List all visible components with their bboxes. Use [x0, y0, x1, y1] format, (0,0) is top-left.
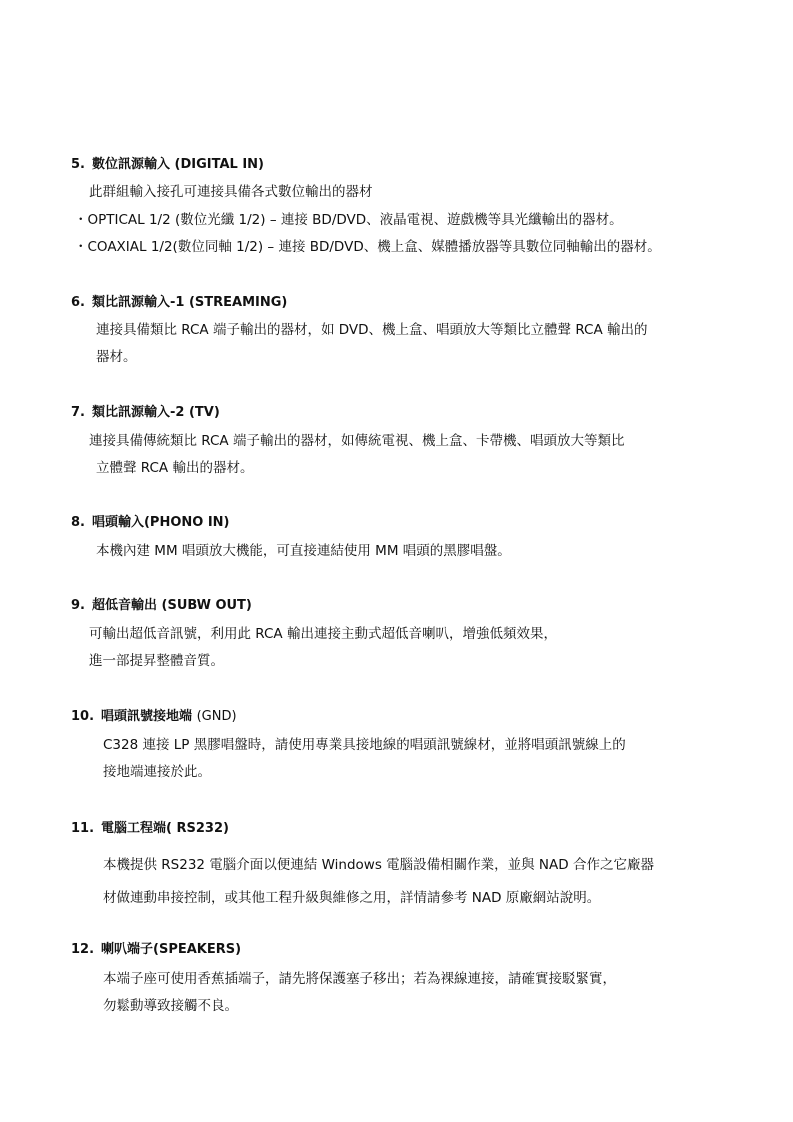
section-text-line: 連接具備傳統類比 RCA 端子輸出的器材，如傳統電視、機上盒、卡帶機、唱頭放大等類比 — [89, 433, 625, 449]
section-text-line: 本端子座可使用香蕉插端子，請先將保護塞子移出；若為裸線連接，請確實接駁緊實， — [103, 971, 616, 987]
section-number: 6. — [71, 295, 85, 310]
section-heading — [71, 821, 229, 837]
section-number: 11. — [71, 821, 95, 836]
section-title: 唱頭輸入(PHONO IN) — [91, 515, 230, 530]
section-text-line: 此群組輸入接孔可連接具備各式數位輸出的器材 — [89, 184, 373, 200]
section-number: 7. — [71, 405, 85, 420]
section-subtitle: (TV) — [188, 405, 220, 420]
section-text-line: C328 連接 LP 黑膠唱盤時，請使用專業具接地線的唱頭訊號線材，並將唱頭訊號線上的 — [103, 737, 626, 753]
section-text-line: ・OPTICAL 1/2 (數位光纖 1/2) – 連接 BD/DVD、液晶電視、遊戲機等具光纖輸出的器材。 — [74, 212, 623, 228]
section-text-line: ・COAXIAL 1/2(數位同軸 1/2) – 連接 BD/DVD、機上盒、媒體播放器等具數位同軸輸出的器材。 — [74, 239, 661, 255]
section-heading — [71, 598, 252, 614]
section-text-line: 立體聲 RCA 輸出的器材。 — [96, 460, 254, 476]
section-text-line: 本機內建 MM 唱頭放大機能，可直接連結使用 MM 唱頭的黑膠唱盤。 — [96, 543, 511, 559]
section-text-line: 進一部提昇整體音質。 — [89, 653, 224, 669]
section-heading — [71, 157, 264, 173]
section-subtitle: (STREAMING) — [188, 295, 288, 310]
section-number: 10. — [71, 709, 95, 724]
section-heading — [71, 295, 287, 311]
section-subtitle: (GND) — [196, 709, 237, 724]
section-text-line: 本機提供 RS232 電腦介面以便連結 Windows 電腦設備相關作業，並與 NAD 合作之它廠器 — [103, 857, 654, 873]
section-heading — [71, 405, 220, 421]
section-title: 超低音輸出 — [91, 598, 157, 613]
section-title: 唱頭訊號接地端 — [101, 709, 193, 724]
section-number: 5. — [71, 157, 85, 172]
section-number: 8. — [71, 515, 85, 530]
section-subtitle: (DIGITAL IN) — [174, 157, 264, 172]
section-title: 類比訊源輸入-2 — [91, 405, 185, 420]
section-number: 12. — [71, 942, 95, 957]
section-heading — [71, 515, 230, 531]
section-text-line: 器材。 — [96, 349, 137, 365]
section-text-line: 接地端連接於此。 — [103, 764, 211, 780]
section-number: 9. — [71, 598, 85, 613]
section-title: 喇叭端子(SPEAKERS) — [101, 942, 242, 957]
section-text-line: 可輸出超低音訊號，利用此 RCA 輸出連接主動式超低音喇叭，增強低頻效果， — [89, 626, 557, 642]
section-heading — [71, 709, 237, 725]
section-title: 數位訊源輸入 — [91, 157, 170, 172]
section-text-line: 連接具備類比 RCA 端子輸出的器材，如 DVD、機上盒、唱頭放大等類比立體聲 RCA 輸出的 — [96, 322, 648, 338]
section-text-line: 勿鬆動導致接觸不良。 — [103, 998, 238, 1014]
section-title: 類比訊源輸入-1 — [91, 295, 185, 310]
section-subtitle: (SUBW OUT) — [161, 598, 252, 613]
section-text-line: 材做連動串接控制，或其他工程升級與維修之用，詳情請參考 NAD 原廠網站說明。 — [103, 890, 601, 906]
section-title: 電腦工程端( RS232) — [101, 821, 229, 836]
section-heading — [71, 942, 241, 958]
